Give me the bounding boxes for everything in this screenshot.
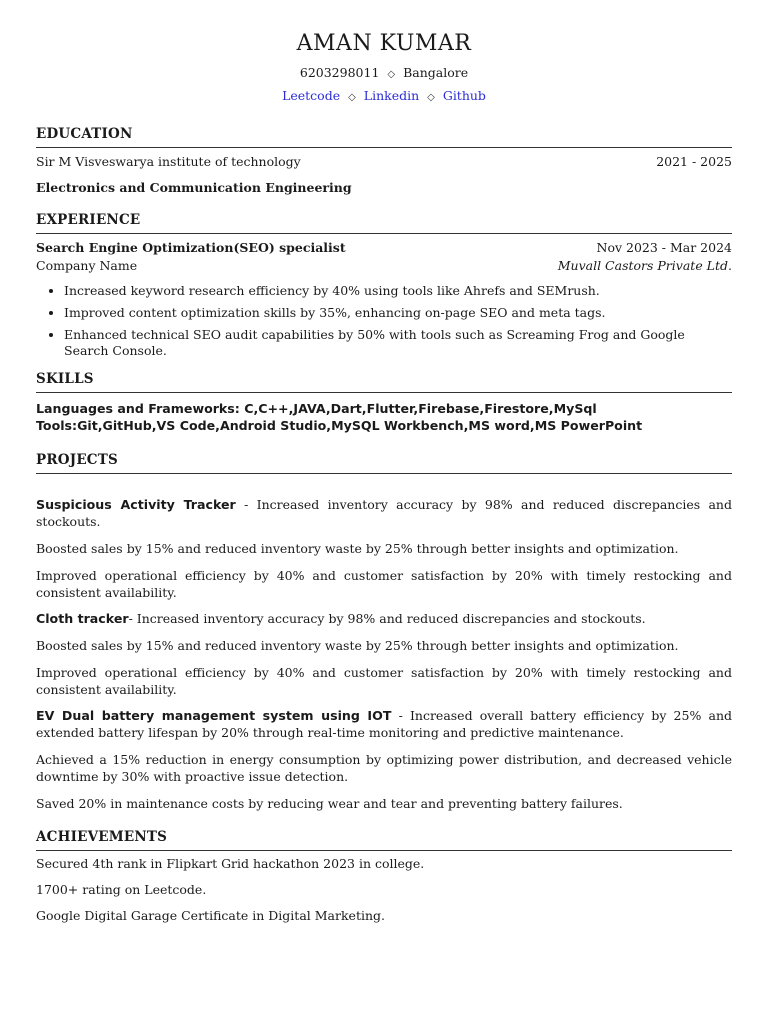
project-title: Suspicious Activity Tracker	[36, 497, 236, 512]
achievements-heading: ACHIEVEMENTS	[36, 829, 732, 851]
location: Bangalore	[403, 65, 469, 80]
experience-bullets	[36, 283, 732, 359]
degree-name: Electronics and Communication Engineering	[36, 180, 352, 195]
project-summary-text: - Increased inventory accuracy by 98% and reduced discrepancies and stockouts.	[36, 497, 732, 529]
job-title: Search Engine Optimization(SEO) specialist	[36, 240, 346, 255]
institution: Sir M Visveswarya institute of technology	[36, 154, 301, 169]
education-heading: EDUCATION	[36, 126, 732, 148]
list-item: • Improved content optimization skills by 35%, enhancing on-page SEO and meta tags.	[64, 305, 732, 321]
achievement-item: Google Digital Garage Certificate in Digital Marketing.	[36, 908, 385, 923]
project-title: EV Dual battery management system using IOT	[36, 708, 392, 723]
project-title: Cloth tracker	[36, 611, 129, 626]
achievement-item: 1700+ rating on Leetcode.	[36, 882, 207, 897]
linkedin-link[interactable]: Linkedin	[363, 88, 420, 103]
candidate-name: AMAN KUMAR	[296, 31, 472, 56]
list-item: • Enhanced technical SEO audit capabilities by 50% with tools such as Screaming Frog and Google Search Console.	[64, 327, 732, 359]
project-detail: Improved operational efficiency by 40% and customer satisfaction by 20% with timely restocking and consistent availability.	[36, 665, 732, 697]
phone-number: 6203298011	[299, 65, 380, 80]
diamond-separator-icon: ◇	[387, 69, 396, 80]
project-detail: Boosted sales by 15% and reduced inventory waste by 25% through better insights and optimization.	[36, 541, 679, 556]
achievement-item: Secured 4th rank in Flipkart Grid hackathon 2023 in college.	[36, 856, 425, 871]
education-years: 2021 - 2025	[656, 154, 732, 169]
project-summary	[36, 496, 732, 530]
degree	[36, 180, 732, 196]
project-detail: Improved operational efficiency by 40% and customer satisfaction by 20% with timely restocking and consistent availability.	[36, 568, 732, 600]
skills-heading: SKILLS	[36, 371, 732, 393]
project-summary	[36, 610, 732, 627]
leetcode-link[interactable]: Leetcode	[282, 88, 341, 103]
list-item: • Increased keyword research efficiency by 40% using tools like Ahrefs and SEMrush.	[64, 283, 732, 299]
contact-line	[36, 65, 732, 83]
projects-heading: PROJECTS	[36, 452, 732, 474]
project-detail: Achieved a 15% reduction in energy consumption by optimizing power distribution, and decreased vehicle downtime by 30% with proactive issue detection.	[36, 752, 732, 784]
diamond-separator-icon: ◇	[427, 92, 435, 103]
skills-tools: Tools:Git,GitHub,VS Code,Android Studio,MySQL Workbench,MS word,MS PowerPoint	[36, 418, 643, 433]
github-link[interactable]: Github	[442, 88, 486, 103]
company-row	[36, 258, 732, 274]
project-summary-text: - Increased inventory accuracy by 98% and reduced discrepancies and stockouts.	[128, 611, 646, 626]
project-detail: Saved 20% in maintenance costs by reducing wear and tear and preventing battery failures.	[36, 796, 623, 811]
company-label: Company Name	[36, 258, 138, 273]
skills-languages: Languages and Frameworks: C,C++,JAVA,Dart,Flutter,Firebase,Firestore,MySql	[36, 401, 597, 416]
project-detail: Boosted sales by 15% and reduced inventory waste by 25% through better insights and optimization.	[36, 638, 679, 653]
diamond-separator-icon: ◇	[348, 92, 356, 103]
project-summary	[36, 707, 732, 741]
company-name: Muvall Castors Private Ltd.	[557, 258, 732, 273]
experience-heading: EXPERIENCE	[36, 212, 732, 234]
job-dates: Nov 2023 - Mar 2024	[596, 240, 732, 255]
education-row	[36, 154, 732, 170]
project-summary-text: - Increased overall battery efficiency by 25% and extended battery lifespan by 20% through real-time monitoring and predictive maintenance.	[36, 708, 732, 740]
profile-links	[36, 88, 732, 106]
experience-row	[36, 240, 732, 256]
resume-page	[36, 30, 732, 924]
